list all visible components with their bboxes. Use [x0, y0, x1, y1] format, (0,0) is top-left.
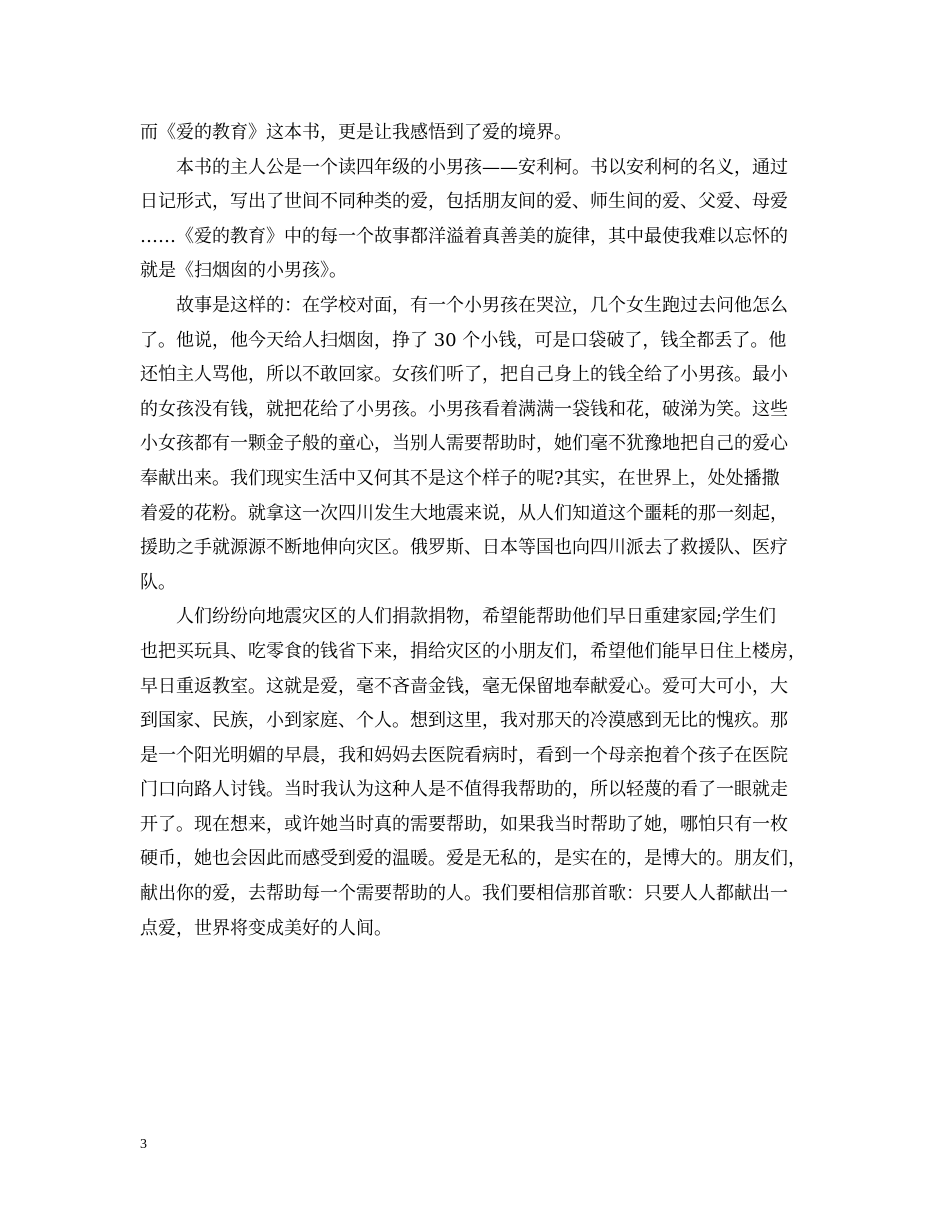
- text-line: 献出你的爱，去帮助每一个需要帮助的人。我们要相信那首歌：只要人人都献出一: [140, 883, 788, 905]
- paragraph-start-line: 故事是这样的：在学校对面，有一个小男孩在哭泣，几个女生跑过去问他怎么: [176, 294, 788, 316]
- text-line: 也把买玩具、吃零食的钱省下来，捐给灾区的小朋友们，希望他们能早日住上楼房，: [140, 640, 806, 662]
- text-line: 了。他说，他今天给人扫烟囱，挣了 30 个小钱，可是口袋破了，钱全都丢了。他: [140, 329, 787, 351]
- text-line: 到国家、民族，小到家庭、个人。想到这里，我对那天的冷漠感到无比的愧疚。那: [140, 710, 788, 732]
- text-line: 援助之手就源源不断地伸向灾区。俄罗斯、日本等国也向四川派去了救援队、医疗: [140, 537, 788, 559]
- text-line: 是一个阳光明媚的早晨，我和妈妈去医院看病时，看到一个母亲抱着个孩子在医院: [140, 744, 788, 766]
- text-line: 日记形式，写出了世间不同种类的爱，包括朋友间的爱、师生间的爱、父爱、母爱: [140, 191, 788, 213]
- text-line: 硬币，她也会因此而感受到爱的温暖。爱是无私的，是实在的，是博大的。朋友们，: [140, 848, 806, 870]
- text-line: 的女孩没有钱，就把花给了小男孩。小男孩看着满满一袋钱和花，破涕为笑。这些: [140, 398, 788, 420]
- paragraph-start-line: 人们纷纷向地震灾区的人们捐款捐物，希望能帮助他们早日重建家园;学生们: [176, 606, 777, 628]
- text-line: 点爱，世界将变成美好的人间。: [140, 917, 392, 939]
- body-text: [140, 116, 812, 946]
- text-line: 早日重返教室。这就是爱，毫不吝啬金钱，毫无保留地奉献爱心。爱可大可小，大: [140, 675, 788, 697]
- text-line: 就是《扫烟囱的小男孩》。: [140, 260, 347, 282]
- text-line: 小女孩都有一颗金子般的童心，当别人需要帮助时，她们毫不犹豫地把自己的爱心: [140, 433, 788, 455]
- text-line: 门口向路人讨钱。当时我认为这种人是不值得我帮助的，所以轻蔑的看了一眼就走: [140, 779, 788, 801]
- text-line: 而《爱的教育》这本书，更是让我感悟到了爱的境界。: [140, 122, 572, 143]
- text-line: 开了。现在想来，或许她当时真的需要帮助，如果我当时帮助了她，哪怕只有一枚: [140, 813, 788, 835]
- text-line: 队。: [140, 571, 176, 593]
- text-line: ……《爱的教育》中的每一个故事都洋溢着真善美的旋律，其中最使我难以忘怀的: [140, 225, 788, 247]
- paragraph-start-line: 本书的主人公是一个读四年级的小男孩——安利柯。书以安利柯的名义，通过: [176, 156, 788, 178]
- text-line: 奉献出来。我们现实生活中又何其不是这个样子的呢?其实，在世界上，处处播撒: [140, 467, 780, 489]
- text-line: 着爱的花粉。就拿这一次四川发生大地震来说，从人们知道这个噩耗的那一刻起，: [140, 502, 788, 524]
- text-line: 还怕主人骂他，所以不敢回家。女孩们听了，把自己身上的钱全给了小男孩。最小: [140, 364, 788, 386]
- page-number: 3: [140, 1137, 147, 1152]
